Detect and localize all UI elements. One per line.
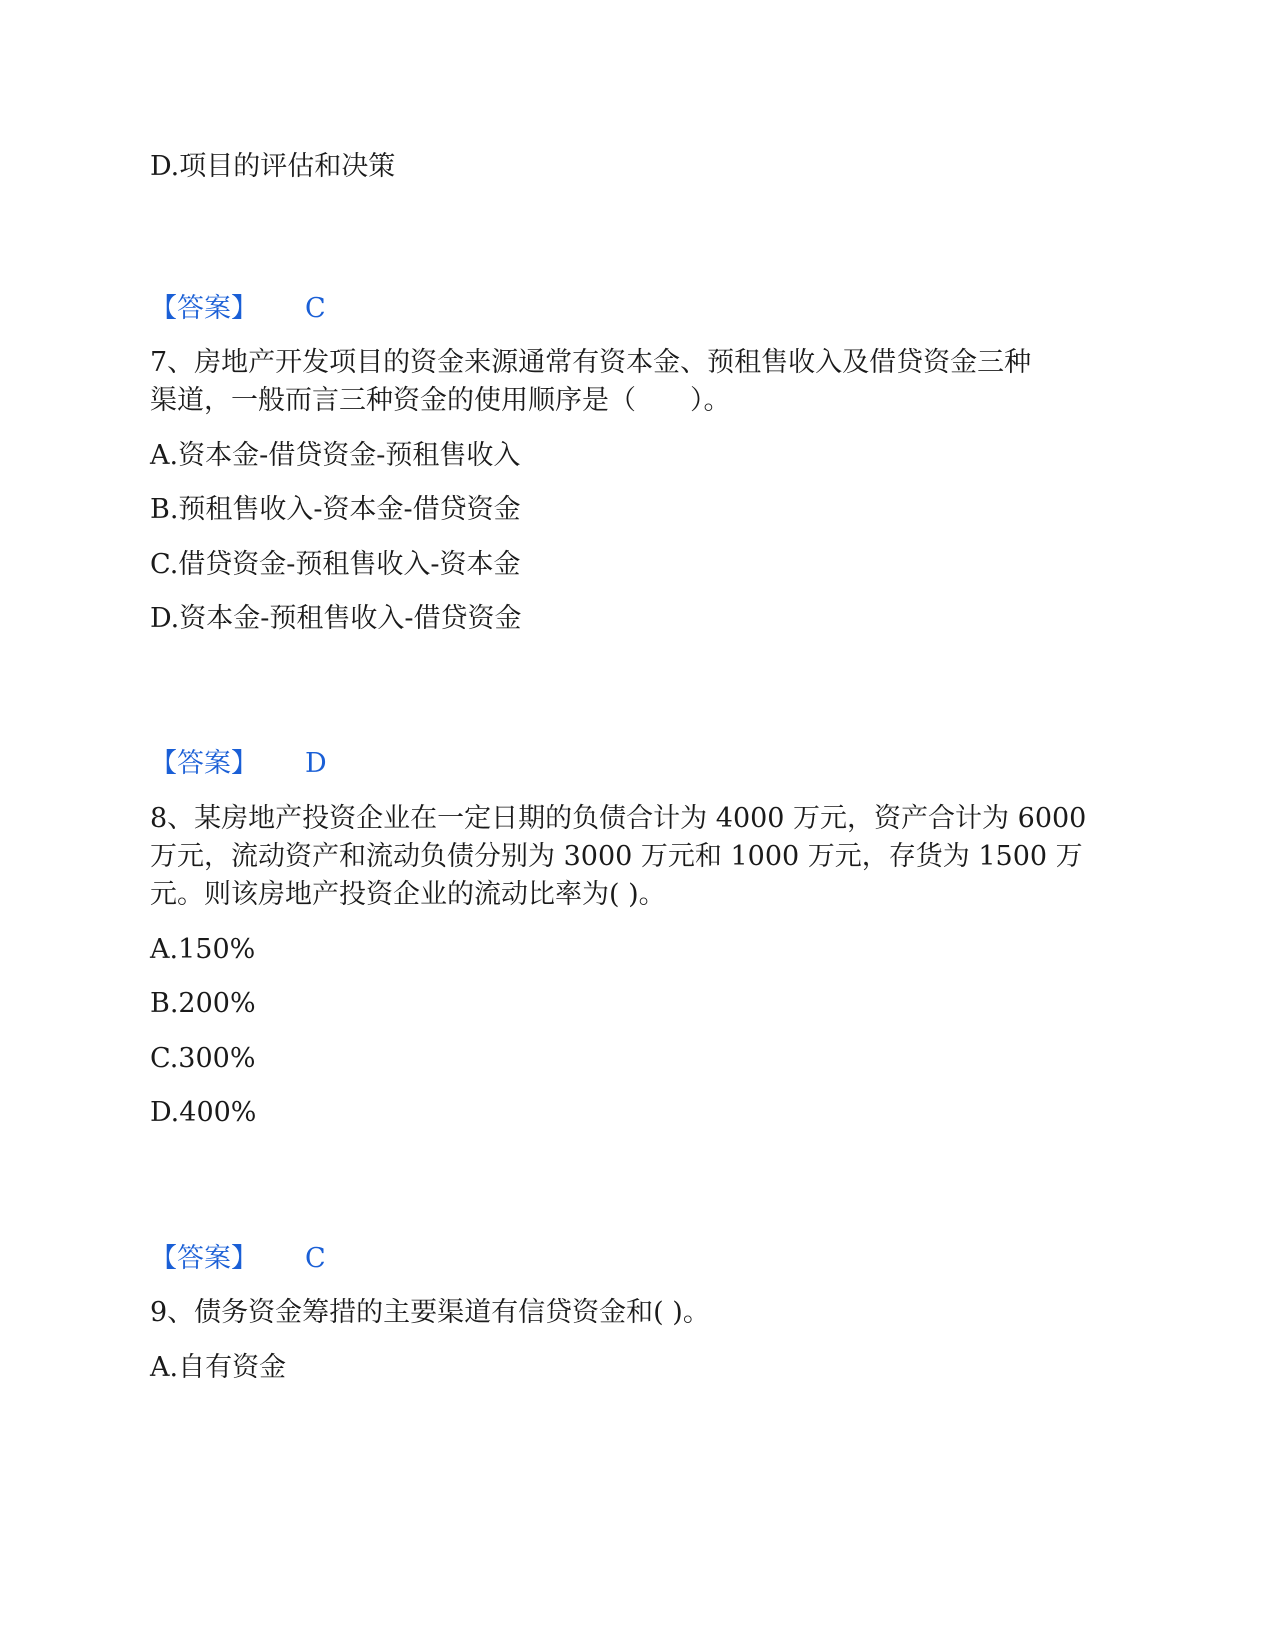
question-7-stem-line2: 渠道，一般而言三种资金的使用顺序是（ ）。	[150, 385, 731, 416]
question-8-stem-line3: 元。则该房地产投资企业的流动比率为( )。	[150, 879, 666, 910]
question-7-option-c: C.借贷资金-预租售收入-资本金	[150, 549, 521, 580]
question-7-option-d: D.资本金-预租售收入-借贷资金	[150, 603, 522, 634]
answer-block-q8	[150, 1240, 326, 1278]
question-8-option-b: B.200%	[150, 988, 256, 1019]
question-8-option-c: C.300%	[150, 1043, 256, 1074]
option-d-prev-question: D.项目的评估和决策	[150, 151, 396, 182]
answer-label: 【答案】	[150, 1243, 258, 1274]
answer-label: 【答案】	[150, 293, 258, 324]
answer-value: C	[305, 1243, 326, 1274]
question-8-stem-line2: 万元，流动资产和流动负债分别为 3000 万元和 1000 万元，存货为 1500 万	[150, 841, 1083, 872]
question-9-stem-line1: 9、债务资金筹措的主要渠道有信贷资金和( )。	[150, 1297, 710, 1328]
answer-block-q6	[150, 290, 326, 328]
question-8-option-a: A.150%	[150, 934, 256, 965]
answer-label: 【答案】	[150, 748, 258, 779]
question-8-option-d: D.400%	[150, 1097, 257, 1128]
question-7-option-a: A.资本金-借贷资金-预租售收入	[150, 440, 521, 471]
question-8-stem-line1: 8、某房地产投资企业在一定日期的负债合计为 4000 万元，资产合计为 6000	[150, 803, 1087, 834]
question-9-option-a: A.自有资金	[150, 1352, 287, 1383]
answer-value: C	[305, 293, 326, 324]
question-7-option-b: B.预租售收入-资本金-借贷资金	[150, 494, 521, 525]
question-7-stem-line1: 7、房地产开发项目的资金来源通常有资本金、预租售收入及借贷资金三种	[150, 347, 1032, 378]
answer-block-q7	[150, 745, 327, 783]
answer-value: D	[305, 748, 327, 779]
